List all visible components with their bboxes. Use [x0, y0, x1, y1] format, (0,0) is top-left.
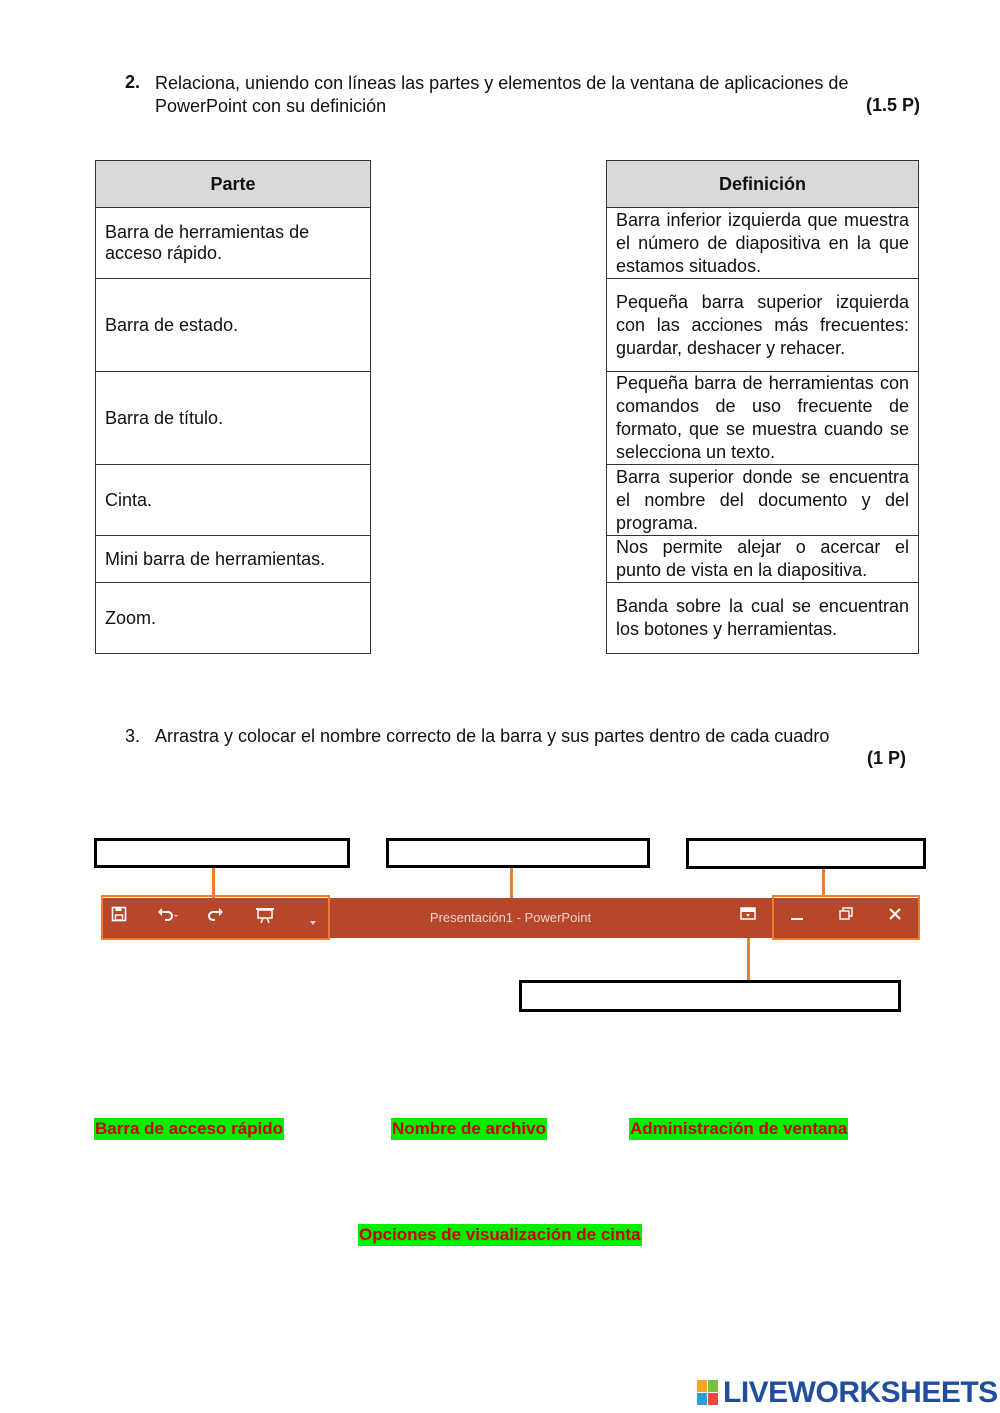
connector-line [212, 868, 215, 898]
definition-cell[interactable]: Banda sobre la cual se encuentran los botones y herramientas. [607, 583, 919, 654]
part-cell[interactable]: Barra de título. [96, 372, 371, 465]
highlight-quick-access [101, 895, 330, 940]
definitions-table [606, 160, 919, 654]
label-file-name[interactable]: Nombre de archivo [392, 1119, 546, 1138]
drop-box-file-name[interactable] [386, 838, 650, 868]
label-ribbon-options[interactable]: Opciones de visualización de cinta [359, 1225, 641, 1244]
part-cell[interactable]: Zoom. [96, 583, 371, 654]
connector-line [747, 938, 750, 980]
definition-cell[interactable]: Pequeña barra de herramientas con comandos de uso frecuente de formato, que se muestra cuando se selecciona un texto. [607, 372, 919, 465]
drop-box-ribbon-options[interactable] [519, 980, 901, 1012]
question-2-text-line1: Relaciona, uniendo con líneas las partes y elementos de la ventana de aplicaciones de [155, 73, 849, 93]
drop-box-window-admin[interactable] [686, 838, 926, 869]
question-2-text-line2: PowerPoint con su definición [155, 96, 387, 116]
drop-box-quick-access[interactable] [94, 838, 350, 868]
definition-cell[interactable]: Barra superior donde se encuentra el nombre del documento y del programa. [607, 465, 919, 536]
part-cell[interactable]: Mini barra de herramientas. [96, 536, 371, 583]
part-cell[interactable]: Barra de herramientas de acceso rápido. [96, 208, 371, 279]
question-3-text: Arrastra y colocar el nombre correcto de la barra y sus partes dentro de cada cuadro [155, 726, 830, 746]
highlight-window-controls [772, 895, 920, 940]
connector-line [822, 869, 825, 897]
question-2-points: (1.5 P) [866, 95, 921, 115]
ribbon-display-icon [740, 906, 756, 926]
parts-table-header: Parte [96, 161, 371, 208]
label-quick-access[interactable]: Barra de acceso rápido [95, 1119, 284, 1138]
powerpoint-window-title: Presentación1 - PowerPoint [429, 910, 592, 925]
connector-line [510, 868, 513, 900]
parts-table [95, 160, 371, 654]
label-window-admin[interactable]: Administración de ventana [630, 1119, 848, 1138]
definition-cell[interactable]: Pequeña barra superior izquierda con las acciones más frecuentes: guardar, deshacer y rehacer. [607, 279, 919, 372]
question-2-number: 2. [125, 72, 141, 92]
part-cell[interactable]: Barra de estado. [96, 279, 371, 372]
definitions-table-header: Definición [607, 161, 919, 208]
definition-cell[interactable]: Barra inferior izquierda que muestra el número de diapositiva en la que estamos situados. [607, 208, 919, 279]
question-3-points: (1 P) [867, 748, 907, 768]
definition-cell[interactable]: Nos permite alejar o acercar el punto de vista en la diapositiva. [607, 536, 919, 583]
liveworksheets-logo-text: LIVEWORKSHEETS [723, 1376, 998, 1409]
question-3-number: 3. [125, 726, 141, 746]
part-cell[interactable]: Cinta. [96, 465, 371, 536]
liveworksheets-logo-icon [697, 1380, 719, 1406]
